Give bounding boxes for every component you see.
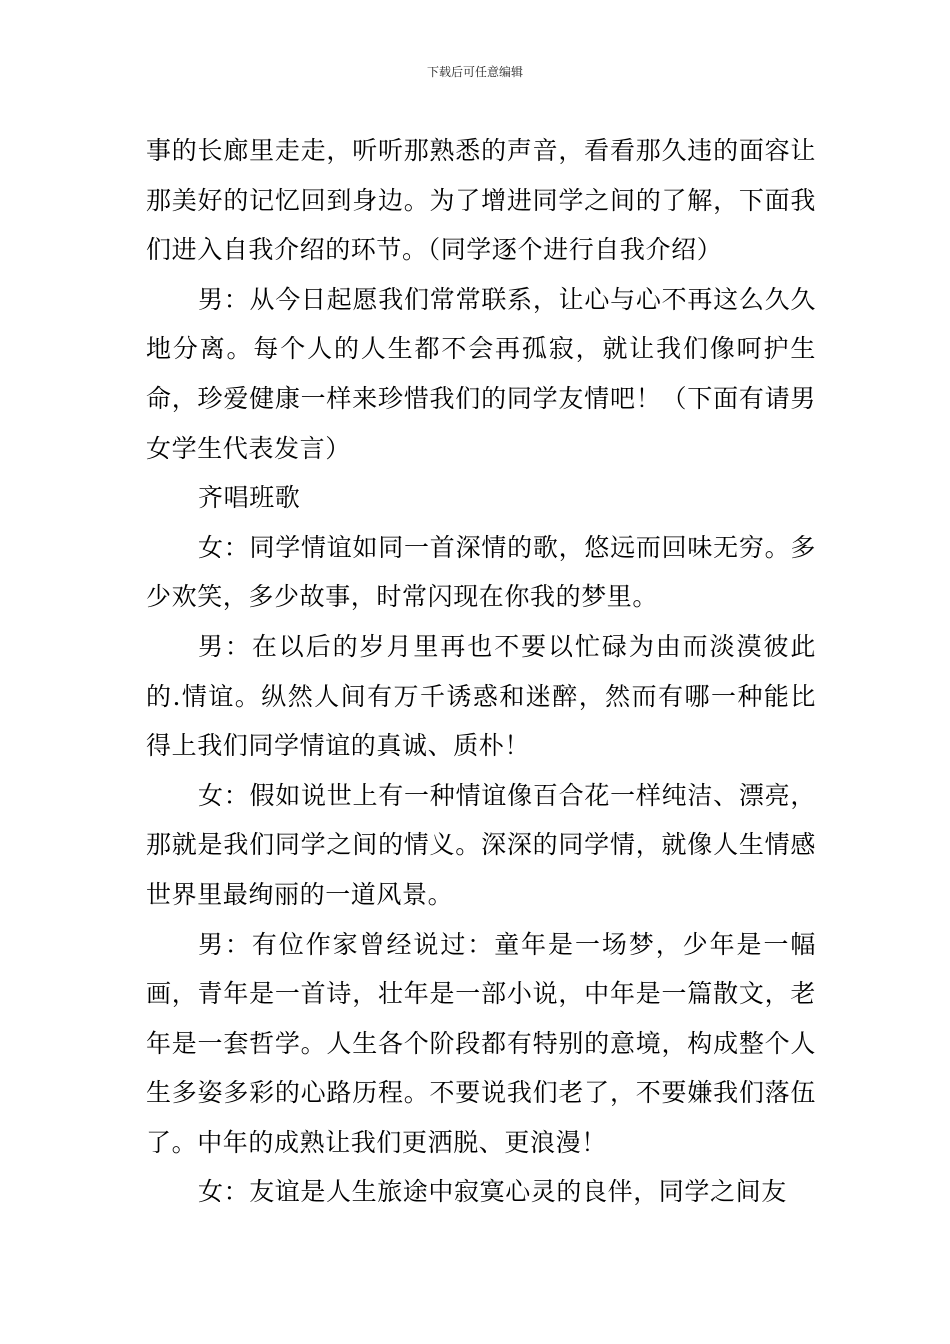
paragraph-female-speech: 女：同学情谊如同一首深情的歌，悠远而回味无穷。多少欢笑，多少故事，时常闪现在你我的梦里。 xyxy=(146,532,816,612)
paragraph-female-speech: 女：假如说世上有一种情谊像百合花一样纯洁、漂亮，那就是我们同学之间的情义。深深的同学情，就像人生情感世界里最绚丽的一道风景。 xyxy=(146,780,816,909)
page-header: 下载后可任意编辑 xyxy=(426,65,523,79)
paragraph-male-speech: 男：从今日起愿我们常常联系，让心与心不再这么久久地分离。每个人的人生都不会再孤寂，就让我们像呵护生命，珍爱健康一样来珍惜我们的同学友情吧！（下面有请男女学生代表发言） xyxy=(146,284,816,463)
paragraph-female-speech: 女：友谊是人生旅途中寂寞心灵的良伴，同学之间友 xyxy=(198,1177,787,1207)
paragraph-male-speech: 男：在以后的岁月里再也不要以忙碌为由而淡漠彼此的.情谊。纵然人间有万千诱惑和迷醉，然而有哪一种能比得上我们同学情谊的真诚、质朴！ xyxy=(146,631,816,761)
section-heading-class-song: 齐唱班歌 xyxy=(198,483,301,513)
document-body xyxy=(146,126,816,1217)
paragraph-male-speech: 男：有位作家曾经说过：童年是一场梦，少年是一幅画，青年是一首诗，壮年是一部小说，中年是一篇散文，老年是一套哲学。人生各个阶段都有特别的意境，构成整个人生多姿多彩的心路历程。不要说我们老了，不要嫌我们落伍了。中年的成熟让我们更洒脱、更浪漫！ xyxy=(146,929,816,1157)
paragraph-continuation: 事的长廊里走走，听听那熟悉的声音，看看那久违的面容让那美好的记忆回到身边。为了增进同学之间的了解，下面我们进入自我介绍的环节。（同学逐个进行自我介绍） xyxy=(146,136,816,265)
